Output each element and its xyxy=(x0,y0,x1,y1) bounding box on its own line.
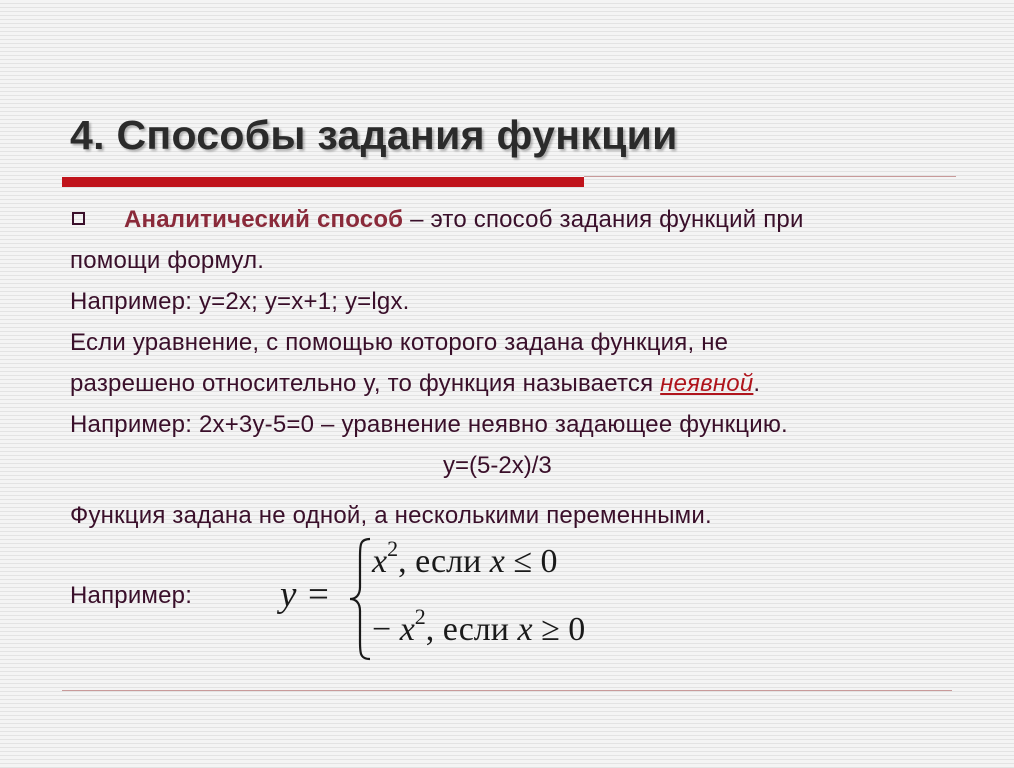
text-line-2: помощи формул. xyxy=(70,247,265,274)
implicit-term: неявной xyxy=(660,370,754,397)
text-line-6: Например: 2x+3y-5=0 – уравнение неявно задающее функцию. xyxy=(70,411,788,438)
bullet-rest: – это способ задания функций при xyxy=(403,206,804,233)
text-line-8: Функция задана не одной, а несколькими переменными. xyxy=(70,502,712,529)
case2-text: , если xyxy=(425,611,518,648)
case2-minus: − xyxy=(372,611,400,648)
case1-exp: 2 xyxy=(387,535,399,561)
case2-cond-var: x xyxy=(517,611,533,648)
formula-lhs: y = xyxy=(280,574,331,615)
case2-cond: ≥ 0 xyxy=(532,611,586,648)
title-underline-red xyxy=(62,177,584,187)
case1-cond-var: x xyxy=(489,543,505,580)
text-line-5 xyxy=(70,370,760,398)
left-brace-icon xyxy=(348,537,374,661)
case1-cond: ≤ 0 xyxy=(504,543,558,580)
solved-equation: y=(5-2x)/3 xyxy=(443,452,552,479)
case2-var: x xyxy=(399,611,415,648)
line5-post: . xyxy=(753,370,761,397)
case1-text: , если xyxy=(398,543,490,580)
text-line-3: Например: y=2x; y=x+1; y=lgx. xyxy=(70,288,410,315)
line5-pre: разрешено относительно y, то функция называется xyxy=(70,370,661,397)
case1-var: x xyxy=(372,543,388,580)
case2-exp: 2 xyxy=(414,603,426,629)
piecewise-formula xyxy=(280,535,680,665)
formula-case-1 xyxy=(372,535,558,581)
bullet-line xyxy=(124,206,804,234)
bottom-rule xyxy=(62,690,952,691)
analytic-term: Аналитический способ xyxy=(124,206,404,233)
text-line-4: Если уравнение, с помощью которого задана функция, не xyxy=(70,329,729,356)
square-bullet-icon xyxy=(72,212,85,225)
title-underline-thin xyxy=(584,176,956,177)
slide-title: 4. Способы задания функции xyxy=(70,112,678,158)
example-label: Например: xyxy=(70,582,193,609)
formula-case-2 xyxy=(372,603,586,649)
